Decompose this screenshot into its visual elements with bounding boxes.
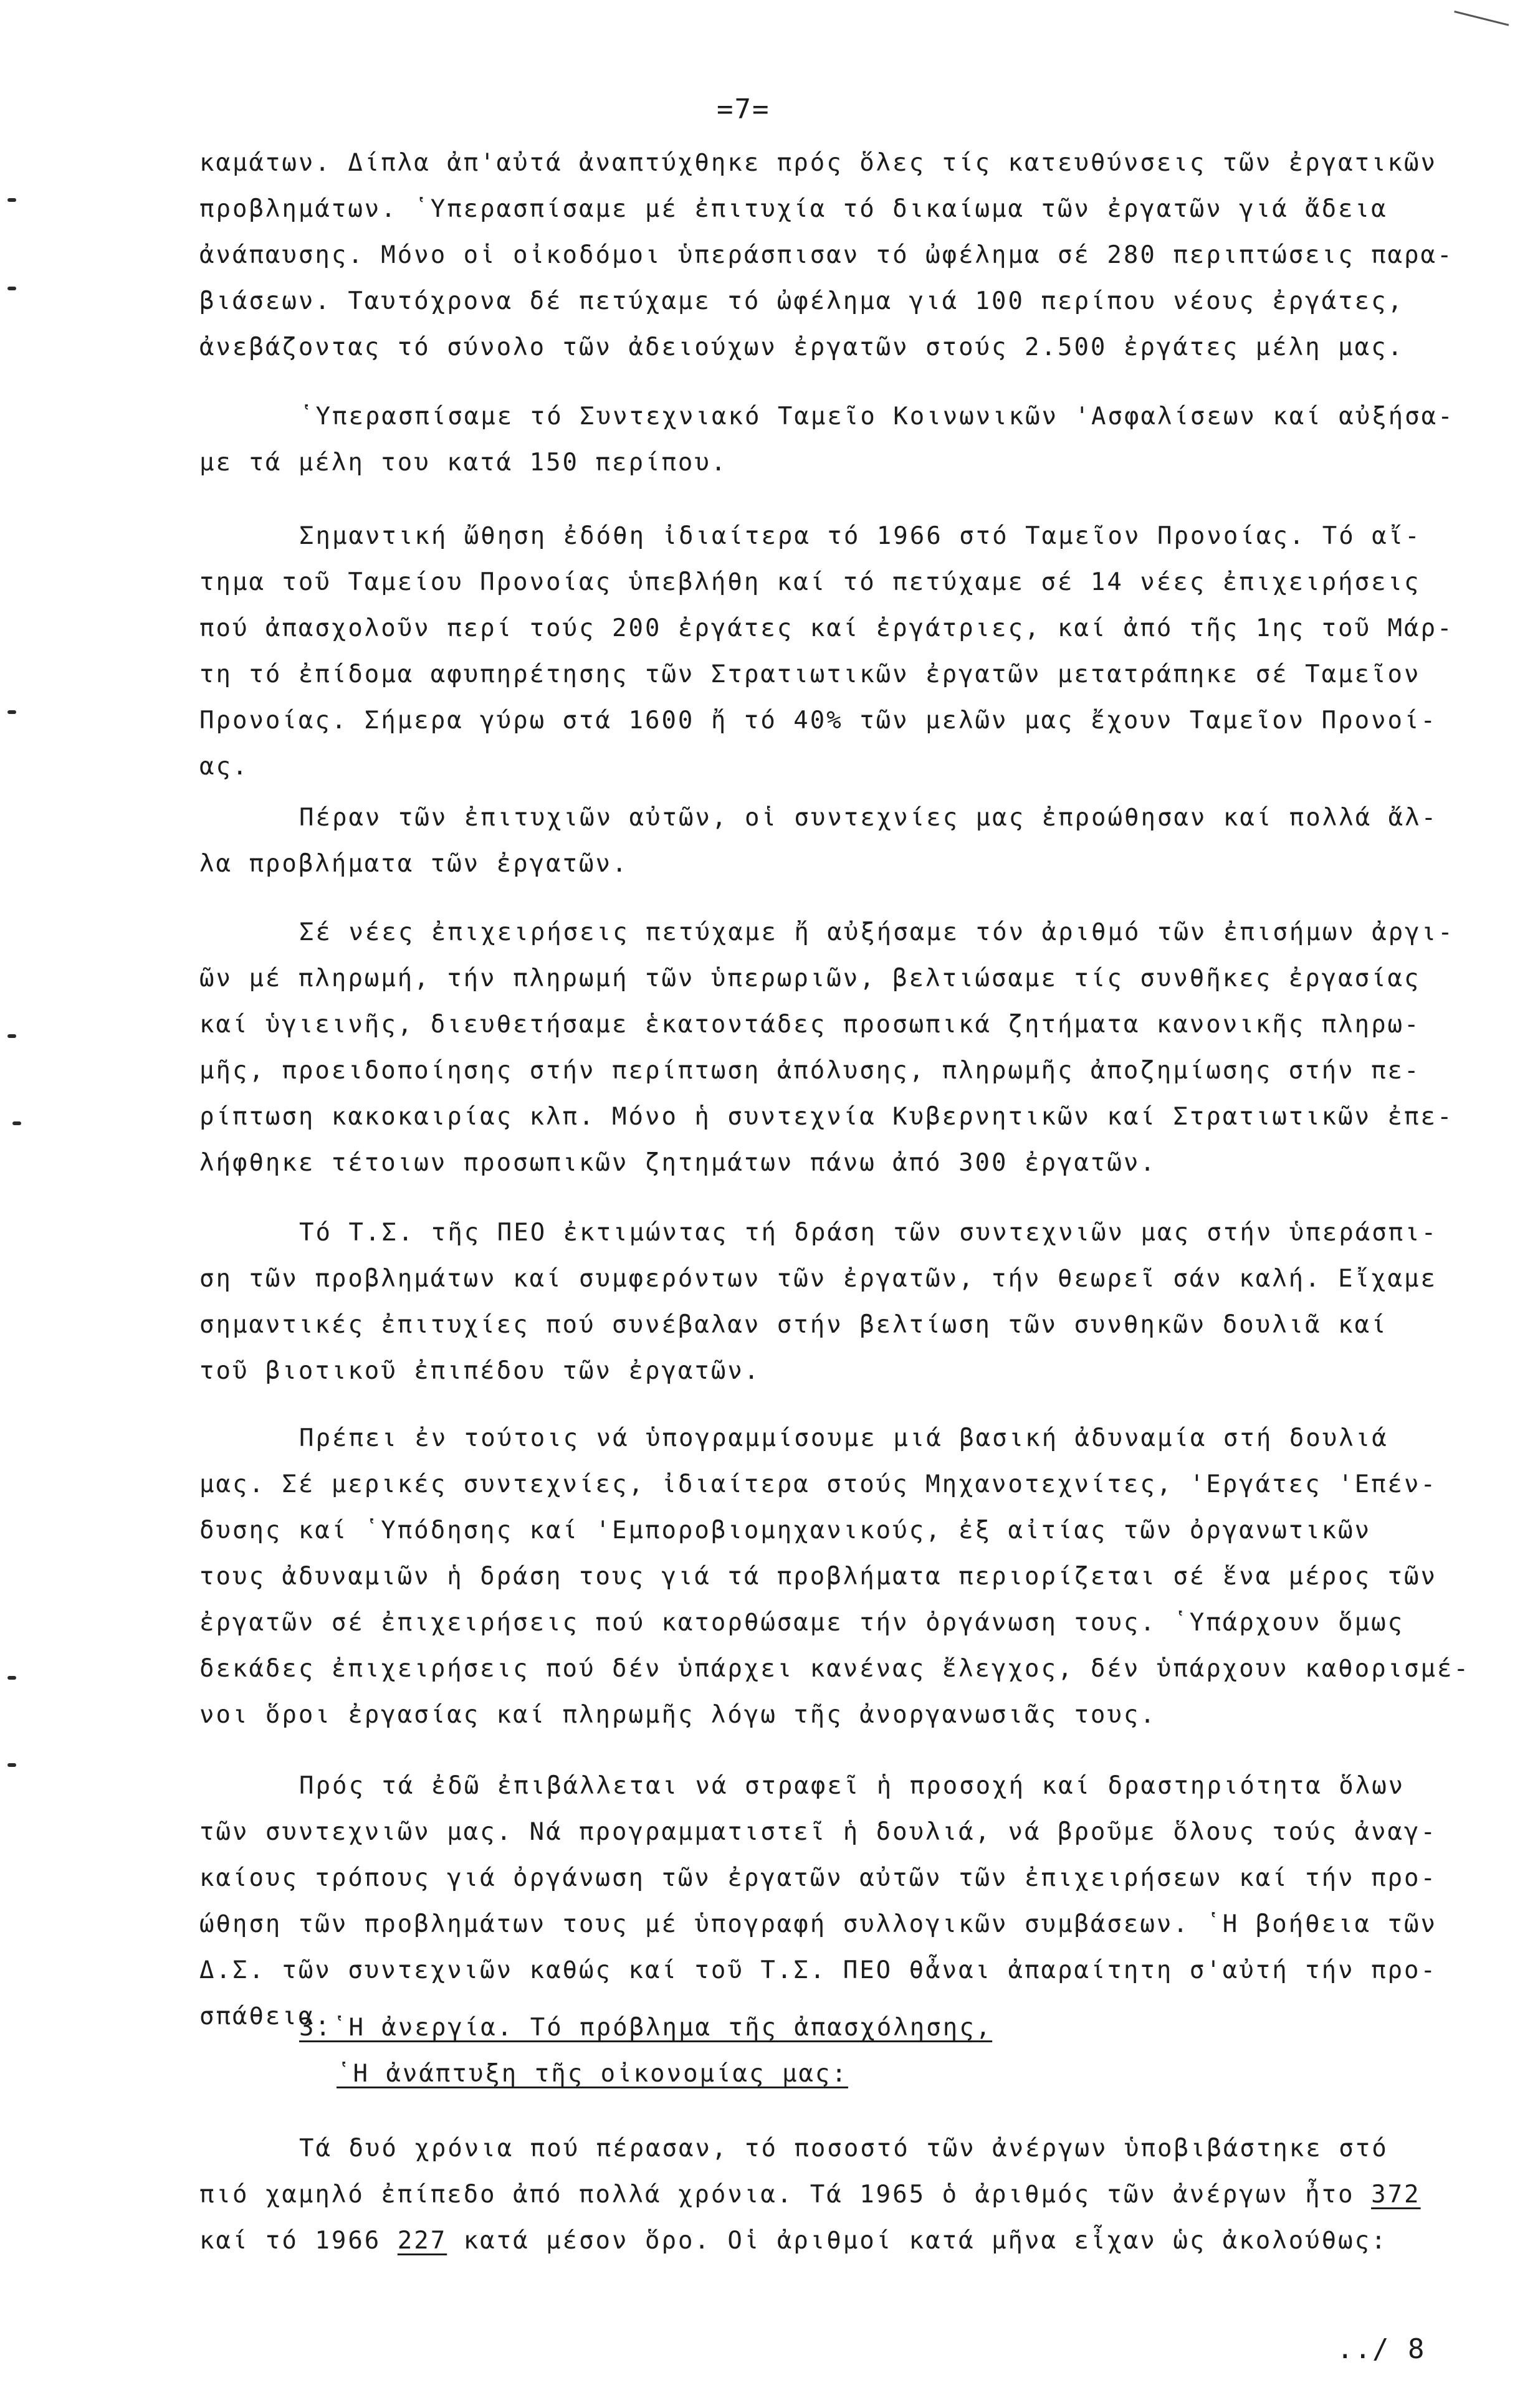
text-fragment: κατά μέσον ὅρο. Οἱ ἀριθμοί κατά μῆνα εἶχαν ὡς ἀκολούθως: [463,2227,1388,2255]
margin-mark [7,710,16,714]
paragraph [199,2126,1421,2264]
page-number: =7= [717,93,770,125]
text-line: Πέραν τῶν ἐπιτυχιῶν αὐτῶν, οἱ συντεχνίες μας ἐπροώθησαν καί πολλά ἄλ- [299,804,1438,832]
text-line: Πρός τά ἐδῶ ἐπιβάλλεται νά στραφεῖ ἡ προσοχή καί δραστηριότητα ὅλων [299,1772,1405,1800]
text-line: ρίπτωση κακοκαιρίας κλπ. Μόνο ἡ συντεχνία Κυβερνητικῶν καί Στρατιωτικῶν ἐπε- [199,1103,1454,1131]
margin-mark [7,1763,16,1767]
text-line: Τά δυό χρόνια πού πέρασαν, τό ποσοστό τῶν ἀνέργων ὑποβιβάστηκε στό [299,2134,1388,2163]
text-line: Σημαντική ὤθηση ἐδόθη ἰδιαίτερα τό 1966 στό Ταμεῖον Προνοίας. Τό αἴ- [299,522,1422,550]
text-line: πού ἀπασχολοῦν περί τούς 200 ἐργάτες καί ἐργάτριες, καί ἀπό τῆς 1ης τοῦ Μάρ- [199,614,1454,642]
text-line: μῆς, προειδοποίησης στήν περίπτωση ἀπόλυσης, πληρωμῆς ἀποζημίωσης στήν πε- [199,1057,1421,1085]
text-line: τοῦ βιοτικοῦ ἐπιπέδου τῶν ἐργατῶν. [199,1357,761,1385]
margin-mark [12,1121,21,1125]
text-line: Σέ νέες ἐπιχειρήσεις πετύχαμε ἤ αὐξήσαμε τόν ἀριθμό τῶν ἐπισήμων ἀργι- [299,918,1455,946]
heading-line [299,2051,992,2097]
corner-mark [1454,0,1515,26]
text-fragment: πιό χαμηλό ἐπίπεδο ἀπό πολλά χρόνια. Τά 1965 ὁ ἀριθμός τῶν ἀνέργων ἦτο [199,2181,1355,2209]
paragraph [199,910,1455,1186]
paragraph [199,1416,1470,1738]
text-line: προβλημάτων. ῾Υπερασπίσαμε μέ ἐπιτυχία τό δικαίωμα τῶν ἐργατῶν γιά ἄδεια [199,195,1388,223]
text-line: ση τῶν προβλημάτων καί συμφερόντων τῶν ἐργατῶν, τήν θεωρεῖ σάν καλή. Εἴχαμε [199,1265,1437,1293]
text-line: δεκάδες ἐπιχειρήσεις πού δέν ὑπάρχει κανένας ἔλεγχος, δέν ὑπάρχουν καθορισμέ- [199,1655,1470,1683]
heading-line [299,2005,992,2051]
margin-mark [7,1676,16,1680]
text-line: Πρέπει ἐν τούτοις νά ὑπογραμμίσουμε μιά βασική ἀδυναμία στή δουλιά [299,1424,1388,1452]
text-line: μας. Σέ μερικές συντεχνίες, ἰδιαίτερα στούς Μηχανοτεχνίτες, 'Εργάτες 'Επέν- [199,1470,1437,1498]
paragraph [199,795,1438,887]
text-line: νοι ὅροι ἐργασίας καί πληρωμῆς λόγω τῆς ἀνοργανωσιᾶς τους. [199,1701,1157,1729]
text-line: ας. [199,753,249,781]
text-line: ώθηση τῶν προβλημάτων τους μέ ὑπογραφή συλλογικῶν συμβάσεων. ῾Η βοήθεια τῶν [199,1910,1437,1938]
text-line: καμάτων. Δίπλα ἀπ'αὐτά ἀναπτύχθηκε πρός ὅλες τίς κατευθύνσεις τῶν ἐργατικῶν [199,149,1437,177]
margin-mark [7,1034,16,1038]
text-line: τη τό ἐπίδομα αφυπηρέτησης τῶν Στρατιωτικῶν ἐργατῶν μετατράπηκε σέ Ταμεῖον [199,660,1421,688]
text-line: ἐργατῶν σέ ἐπιχειρήσεις πού κατορθώσαμε τήν ὀργάνωση τους. ῾Υπάρχουν ὅμως [199,1609,1405,1637]
section-heading [299,2005,992,2097]
text-fragment: καί τό 1966 [199,2227,381,2255]
paragraph [199,140,1453,371]
continued-marker: ../ 8 [1337,2333,1426,2365]
paragraph [199,513,1453,790]
unemployed-1966-value: 227 [397,2227,447,2255]
text-line [199,2218,1421,2264]
text-line [199,2172,1421,2218]
text-line: καίους τρόπους γιά ὀργάνωση τῶν ἐργατῶν αὐτῶν τῶν ἐπιχειρήσεων καί τήν προ- [199,1864,1437,1892]
text-line: τῶν συντεχνιῶν μας. Νά προγραμματιστεῖ ἡ δουλιά, νά βροῦμε ὅλους τούς ἀναγ- [199,1818,1437,1846]
text-line: λα προβλήματα τῶν ἐργατῶν. [199,850,629,878]
text-line: καί ὑγιεινῆς, διευθετήσαμε ἑκατοντάδες προσωπικά ζητήματα κανονικῆς πληρω- [199,1011,1421,1039]
paragraph [199,1763,1437,2040]
margin-mark [7,198,16,202]
paragraph [199,394,1455,486]
text-line: ἀνεβάζοντας τό σύνολο τῶν ἀδειούχων ἐργατῶν στούς 2.500 ἐργάτες μέλη μας. [199,333,1405,361]
text-line: με τά μέλη του κατά 150 περίπου. [199,449,728,477]
margin-mark [7,287,16,290]
text-line: ἀνάπαυσης. Μόνο οἱ οἰκοδόμοι ὑπεράσπισαν τό ὠφέλημα σέ 280 περιπτώσεις παρα- [199,241,1454,269]
text-line: τους ἀδυναμιῶν ἡ δράση τους γιά τά προβλήματα περιορίζεται σέ ἕνα μέρος τῶν [199,1563,1437,1591]
heading-text: 3.῾Η ἀνεργία. Τό πρόβλημα τῆς ἀπασχόλησης, [299,2014,993,2042]
heading-text: ῾Η ἀνάπτυξη τῆς οἰκονομίας μας: [337,2060,848,2088]
text-line: σημαντικές ἐπιτυχίες πού συνέβαλαν στήν βελτίωση τῶν συνθηκῶν δουλιᾶ καί [199,1311,1388,1339]
text-line: Προνοίας. Σήμερα γύρω στά 1600 ἤ τό 40% τῶν μελῶν μας ἔχουν Ταμεῖον Προνοί- [199,707,1437,735]
unemployed-1965-value: 372 [1371,2181,1421,2209]
text-line: σπάθεια. [199,2002,332,2030]
text-line: ῶν μέ πληρωμή, τήν πληρωμή τῶν ὑπερωριῶν, βελτιώσαμε τίς συνθῆκες ἐργασίας [199,964,1421,992]
text-line: Τό Τ.Σ. τῆς ΠΕΟ ἐκτιμώντας τή δράση τῶν συντεχνιῶν μας στήν ὑπεράσπι- [299,1219,1438,1247]
text-line: δυσης καί ῾Υπόδησης καί 'Εμποροβιομηχανικούς, ἐξ αἰτίας τῶν ὀργανωτικῶν [199,1516,1372,1544]
text-line: λήφθηκε τέτοιων προσωπικῶν ζητημάτων πάνω ἀπό 300 ἐργατῶν. [199,1149,1157,1177]
text-line: βιάσεων. Ταυτόχρονα δέ πετύχαμε τό ὠφέλημα γιά 100 περίπου νέους ἐργάτες, [199,287,1405,315]
text-line: ῾Υπερασπίσαμε τό Συντεχνιακό Ταμεῖο Κοινωνικῶν 'Ασφαλίσεων καί αὐξήσα- [299,402,1455,431]
paragraph [199,1210,1438,1394]
text-line: Δ.Σ. τῶν συντεχνιῶν καθώς καί τοῦ Τ.Σ. ΠΕΟ θἆναι ἀπαραίτητη σ'αὐτή τήν προ- [199,1956,1437,1984]
text-line: τημα τοῦ Ταμείου Προνοίας ὑπεβλήθη καί τό πετύχαμε σέ 14 νέες ἐπιχειρήσεις [199,568,1421,596]
